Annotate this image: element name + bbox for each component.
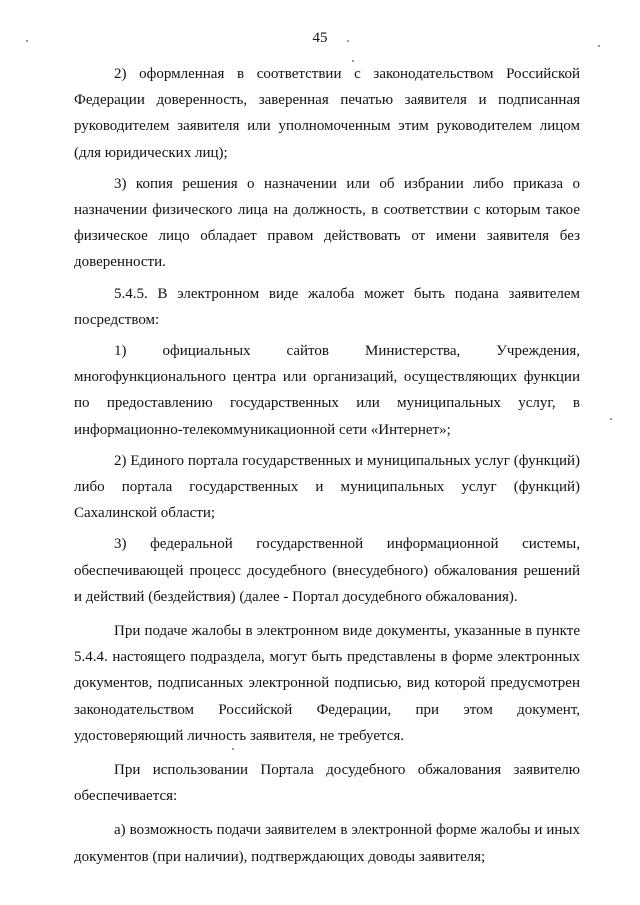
scan-speck — [352, 60, 354, 62]
paragraph-electronic-submission: При подаче жалобы в электронном виде документы, указанные в пункте 5.4.4. настоящего подраздела, могут быть представлены в форме электронных документов, подписанных электронной подписью, вид которой предусмотрен законодательством Российской Федерации, при этом документ, удостоверяющий личность заявителя, не требуется. — [74, 623, 580, 744]
scan-speck — [232, 748, 234, 750]
scan-speck — [347, 40, 349, 42]
paragraph-subitem-3: 3) федеральной государственной информационной системы, обеспечивающей процесс досудебного (внесудебного) обжалования решений и действий (бездействия) (далее - Портал досудебного обжалования). — [74, 536, 580, 605]
paragraph-item-2: 2) оформленная в соответствии с законодательством Российской Федерации доверенность, заверенная печатью заявителя и подписанная руководителем заявителя или уполномоченным этим руководителем лицом (для юридических лиц); — [74, 66, 580, 161]
document-body — [74, 61, 580, 870]
scan-speck — [598, 45, 600, 47]
paragraph-subitem-2: 2) Единого портала государственных и муниципальных услуг (функций) либо портала государственных и муниципальных услуг (функций) Сахалинской области; — [74, 452, 580, 522]
paragraph-subitem-a: а) возможность подачи заявителем в электронной форме жалобы и иных документов (при наличии), подтверждающих доводы заявителя; — [74, 822, 580, 865]
scan-speck — [610, 418, 612, 420]
paragraph-5-4-5: 5.4.5. В электронном виде жалоба может быть подана заявителем посредством: — [74, 285, 580, 328]
paragraph-portal-usage: При использовании Портала досудебного обжалования заявителю обеспечивается: — [74, 762, 580, 805]
page-number: 45 — [312, 30, 328, 46]
scan-speck — [26, 40, 28, 42]
paragraph-subitem-1: 1) официальных сайтов Министерства, Учреждения, многофункционального центра или организаций, осуществляющих функции по предоставлению государственных или муниципальных услуг, в информационно-телекоммуникационной сети «Интернет»; — [74, 343, 580, 438]
paragraph-item-3: 3) копия решения о назначении или об избрании либо приказа о назначении физического лица на должность, в соответствии с которым такое физическое лицо обладает правом действовать от имени заявителя без доверенности. — [74, 175, 580, 271]
